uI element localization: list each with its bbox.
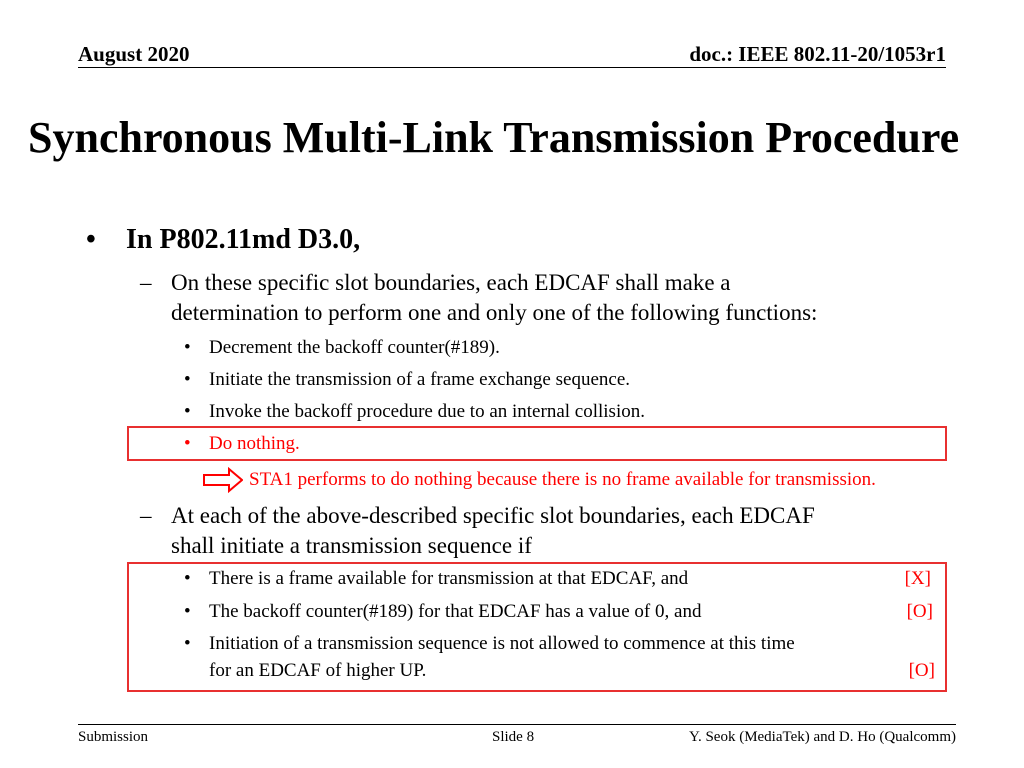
sub1-item-2: Initiate the transmission of a frame exchange sequence. bbox=[209, 369, 630, 390]
sub1-line1: On these specific slot boundaries, each EDCAF shall make a bbox=[171, 270, 731, 295]
dash-1: – bbox=[140, 270, 152, 295]
bullet-sub2-1: • bbox=[184, 568, 191, 589]
sub2-item-2: The backoff counter(#189) for that EDCAF has a value of 0, and bbox=[209, 601, 702, 622]
sub2-line1: At each of the above-described specific slot boundaries, each EDCAF bbox=[171, 503, 815, 528]
sub2-item-3-mark: [O] bbox=[908, 660, 935, 681]
header-doc-id: doc.: IEEE 802.11-20/1053r1 bbox=[689, 42, 946, 66]
header-date: August 2020 bbox=[78, 42, 190, 66]
footer-divider bbox=[78, 724, 956, 725]
bullet-sub2-2: • bbox=[184, 601, 191, 622]
bullet-sub1-3: • bbox=[184, 401, 191, 422]
sub2-line2: shall initiate a transmission sequence if bbox=[171, 533, 532, 558]
sub1-item-1: Decrement the backoff counter(#189). bbox=[209, 337, 500, 358]
sub2-item-3-line2: for an EDCAF of higher UP. bbox=[209, 660, 427, 681]
bullet-sub1-1: • bbox=[184, 337, 191, 358]
bullet-sub1-4: • bbox=[184, 433, 191, 454]
bullet-l1: • bbox=[86, 224, 96, 255]
footer-submission: Submission bbox=[78, 729, 149, 745]
footer-authors: Y. Seok (MediaTek) and D. Ho (Qualcomm) bbox=[689, 729, 956, 745]
sub2-item-2-mark: [O] bbox=[906, 601, 933, 622]
bullet-sub2-3: • bbox=[184, 633, 191, 654]
footer-slide-number: Slide 8 bbox=[492, 729, 535, 745]
sub1-item-4: Do nothing. bbox=[209, 433, 300, 454]
sub2-item-3-line1: Initiation of a transmission sequence is not allowed to commence at this time bbox=[209, 633, 795, 654]
header-divider bbox=[78, 67, 946, 68]
dash-2: – bbox=[140, 503, 152, 528]
slide-title: Synchronous Multi-Link Transmission Procedure bbox=[28, 113, 960, 162]
sub1-line2: determination to perform one and only one of the following functions: bbox=[171, 300, 818, 325]
sub2-item-1: There is a frame available for transmission at that EDCAF, and bbox=[209, 568, 689, 589]
l1-heading: In P802.11md D3.0, bbox=[126, 224, 361, 255]
sub1-item-3: Invoke the backoff procedure due to an internal collision. bbox=[209, 401, 645, 422]
bullet-sub1-2: • bbox=[184, 369, 191, 390]
note-text: STA1 performs to do nothing because there is no frame available for transmission. bbox=[249, 469, 876, 490]
right-arrow-icon bbox=[203, 467, 243, 493]
sub2-item-1-mark: [X] bbox=[904, 568, 931, 589]
